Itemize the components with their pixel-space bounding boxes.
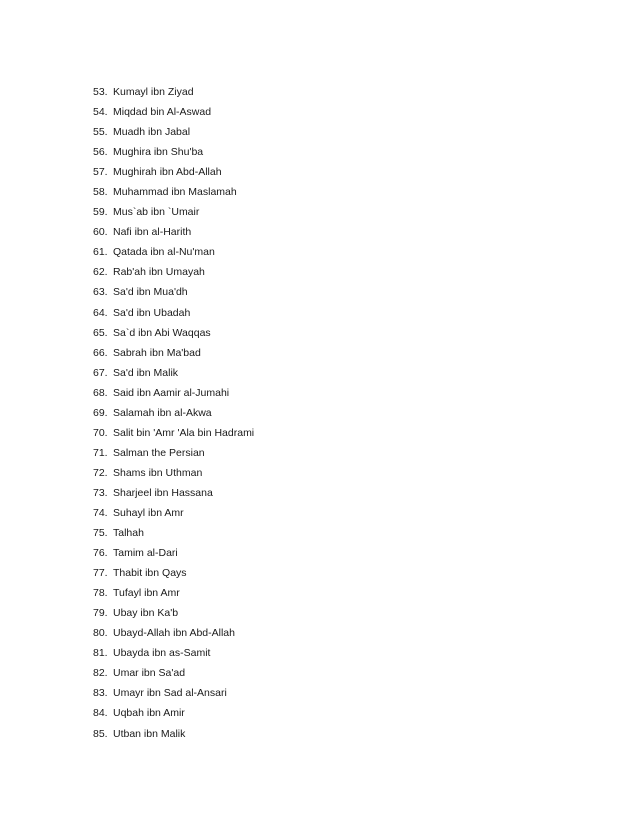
list-item [93, 242, 254, 262]
list-item [93, 323, 254, 343]
item-name: Salit bin 'Amr 'Ala bin Hadrami [113, 426, 255, 439]
list-item [93, 623, 254, 643]
item-number: 74. [93, 506, 108, 519]
list-item [93, 383, 254, 403]
list-item [93, 262, 254, 282]
list-item [93, 703, 254, 723]
item-name: Mus`ab ibn `Umair [113, 206, 200, 219]
list-item [93, 724, 254, 744]
list-item [93, 82, 254, 102]
item-number: 72. [93, 466, 108, 479]
list-item [93, 403, 254, 423]
item-number: 58. [93, 186, 108, 199]
item-number: 76. [93, 547, 108, 560]
item-number: 73. [93, 486, 108, 499]
list-item [93, 503, 254, 523]
list-item [93, 162, 254, 182]
item-name: Thabit ibn Qays [113, 567, 187, 580]
list-item [93, 363, 254, 383]
item-name: Nafi ibn al-Harith [113, 226, 192, 239]
item-number: 81. [93, 647, 108, 660]
item-number: 64. [93, 306, 108, 319]
list-item [93, 683, 254, 703]
item-number: 59. [93, 206, 108, 219]
item-name: Tufayl ibn Amr [113, 587, 180, 600]
list-item [93, 463, 254, 483]
item-name: Sa'd ibn Mua'dh [113, 286, 188, 299]
item-number: 56. [93, 146, 108, 159]
item-name: Mughira ibn Shu'ba [113, 146, 204, 159]
item-name: Muadh ibn Jabal [113, 126, 191, 139]
list-item [93, 122, 254, 142]
item-number: 83. [93, 687, 108, 700]
list-item [93, 222, 254, 242]
list-item [93, 202, 254, 222]
list-item [93, 343, 254, 363]
list-item [93, 182, 254, 202]
item-name: Salman the Persian [113, 446, 205, 459]
item-number: 71. [93, 446, 108, 459]
item-number: 80. [93, 627, 108, 640]
item-number: 62. [93, 266, 108, 279]
item-number: 68. [93, 386, 108, 399]
item-number: 78. [93, 587, 108, 600]
item-number: 60. [93, 226, 108, 239]
list-item [93, 423, 254, 443]
list-item [93, 443, 254, 463]
item-name: Muhammad ibn Maslamah [113, 186, 237, 199]
item-name: Talhah [113, 527, 144, 540]
list-item [93, 282, 254, 302]
list-item [93, 483, 254, 503]
item-name: Qatada ibn al-Nu'man [113, 246, 215, 259]
item-number: 57. [93, 166, 108, 179]
item-number: 84. [93, 707, 108, 720]
item-name: Kumayl ibn Ziyad [113, 86, 194, 98]
item-number: 61. [93, 246, 108, 259]
list-item [93, 303, 254, 323]
item-name: Rab'ah ibn Umayah [113, 266, 205, 279]
item-name: Ubay ibn Ka'b [113, 607, 179, 620]
item-name: Ubayd-Allah ibn Abd-Allah [113, 627, 235, 640]
list-item [93, 102, 254, 122]
item-name: Sabrah ibn Ma'bad [113, 346, 201, 359]
item-number: 75. [93, 527, 108, 540]
item-name: Said ibn Aamir al-Jumahi [113, 386, 230, 399]
item-number: 66. [93, 346, 108, 359]
list-item [93, 603, 254, 623]
list-item [93, 643, 254, 663]
item-name: Utban ibn Malik [113, 727, 186, 740]
item-number: 69. [93, 406, 108, 419]
list-item [93, 142, 254, 162]
item-name: Miqdad bin Al-Aswad [113, 106, 212, 119]
item-number: 70. [93, 426, 108, 439]
item-number: 54. [93, 106, 108, 119]
list-item [93, 563, 254, 583]
item-name: Umar ibn Sa'ad [113, 667, 186, 680]
item-name: Sa`d ibn Abi Waqqas [113, 326, 211, 339]
list-item [93, 583, 254, 603]
item-number: 67. [93, 366, 108, 379]
item-name: Uqbah ibn Amir [113, 707, 185, 720]
item-number: 82. [93, 667, 108, 680]
list-item [93, 663, 254, 683]
names-list [93, 82, 254, 744]
item-number: 53. [93, 86, 108, 98]
list-item [93, 523, 254, 543]
item-name: Shams ibn Uthman [113, 466, 203, 479]
list-item [93, 543, 254, 563]
item-name: Sharjeel ibn Hassana [113, 486, 213, 499]
item-name: Sa'd ibn Ubadah [113, 306, 191, 319]
item-name: Umayr ibn Sad al-Ansari [113, 687, 227, 700]
item-number: 63. [93, 286, 108, 299]
item-number: 65. [93, 326, 108, 339]
item-name: Ubayda ibn as-Samit [113, 647, 211, 660]
item-name: Salamah ibn al-Akwa [113, 406, 212, 419]
item-number: 55. [93, 126, 108, 139]
item-number: 85. [93, 727, 108, 740]
item-name: Mughirah ibn Abd-Allah [113, 166, 222, 179]
item-name: Suhayl ibn Amr [113, 506, 184, 519]
item-name: Sa'd ibn Malik [113, 366, 179, 379]
item-number: 77. [93, 567, 108, 580]
item-name: Tamim al-Dari [113, 547, 178, 560]
item-number: 79. [93, 607, 108, 620]
